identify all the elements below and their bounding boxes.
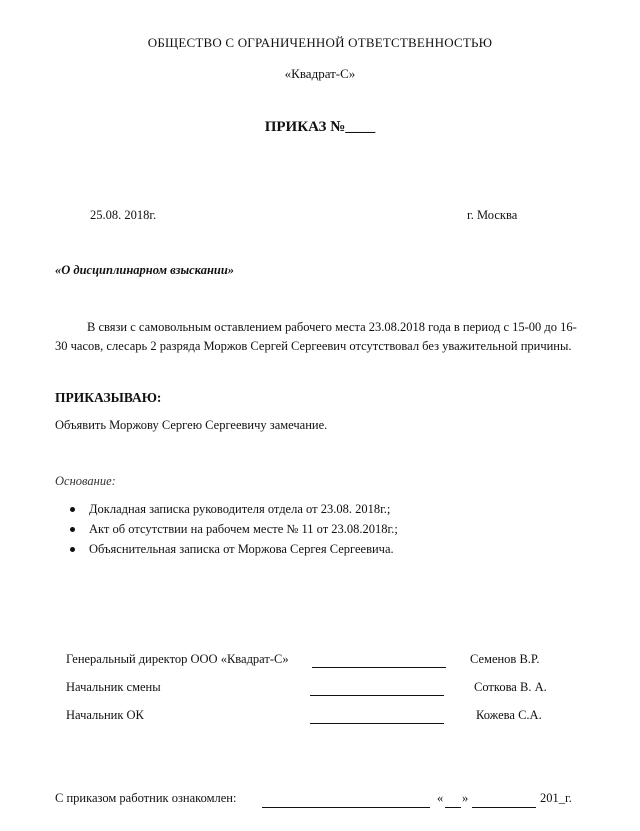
signature-row-director (0, 652, 640, 674)
acknowledgement-signature-line[interactable] (262, 807, 430, 808)
order-item: Объявить Моржову Сергею Сергеевичу замечание. (55, 418, 328, 432)
acknowledgement-month-line[interactable] (472, 807, 536, 808)
signature-name: Соткова В. А. (474, 680, 547, 694)
basis-item-text: Докладная записка руководителя отдела от 23.08. 2018г.; (89, 502, 391, 516)
order-heading: ПРИКАЗЫВАЮ: (55, 390, 162, 405)
signature-role: Начальник смены (66, 680, 161, 694)
company-type: ОБЩЕСТВО С ОГРАНИЧЕННОЙ ОТВЕТСТВЕННОСТЬЮ (147, 35, 493, 50)
signature-role: Начальник ОК (66, 708, 144, 722)
signature-role: Генеральный директор ООО «Квадрат-С» (66, 652, 289, 666)
bullet-icon (70, 547, 75, 552)
basis-item-text: Акт об отсутствии на рабочем месте № 11 от 23.08.2018г.; (89, 522, 398, 536)
order-date: 25.08. 2018г. (90, 208, 157, 222)
basis-list-item (60, 499, 398, 519)
bullet-icon (70, 507, 75, 512)
order-city: г. Москва (467, 208, 518, 222)
order-subject: «О дисциплинарном взыскании» (55, 263, 235, 277)
basis-list (60, 499, 398, 559)
signature-row-shift-head (0, 680, 640, 702)
bullet-icon (70, 527, 75, 532)
signature-name: Кожева С.А. (476, 708, 542, 722)
acknowledgement-label: С приказом работник ознакомлен: (55, 791, 237, 805)
signature-line[interactable] (310, 695, 444, 696)
signature-name: Семенов В.Р. (470, 652, 540, 666)
basis-list-item (60, 539, 398, 559)
acknowledgement-year: 201_г. (540, 791, 572, 805)
acknowledgement-day-line[interactable] (445, 807, 461, 808)
basis-list-item (60, 519, 398, 539)
acknowledgement-date-open: « (437, 791, 444, 805)
basis-label: Основание: (55, 474, 116, 488)
basis-item-text: Объяснительная записка от Моржова Сергея Сергеевича. (89, 542, 394, 556)
company-name: «Квадрат-С» (284, 66, 356, 81)
signature-line[interactable] (312, 667, 446, 668)
acknowledgement-date-close: » (462, 791, 469, 805)
order-title: ПРИКАЗ №____ (264, 119, 376, 135)
signature-line[interactable] (310, 723, 444, 724)
order-body: В связи с самовольным оставлением рабочего места 23.08.2018 года в период с 15-00 до 16-30 часов, слесарь 2 разряда Моржов Сергей Сергеевич отсутствовал без уважительной причины. (55, 320, 577, 353)
signature-row-hr-head (0, 708, 640, 730)
